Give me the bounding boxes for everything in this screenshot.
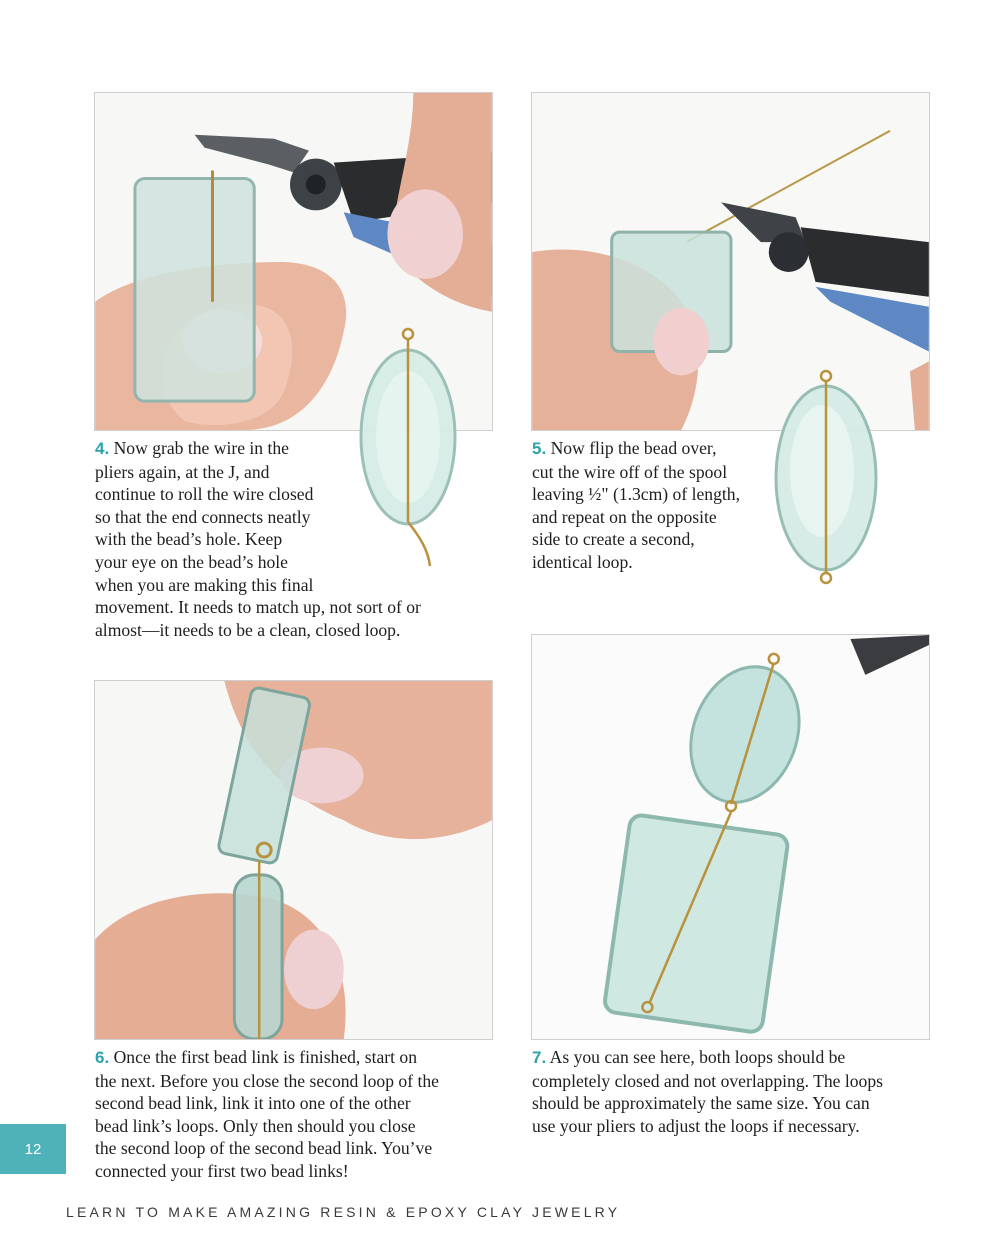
step-6-line: connected your first two bead links! [95,1160,349,1181]
step-6-text [95,1046,495,1183]
step-5-line: Now flip the bead over, [550,438,717,458]
step-7-line: use your pliers to adjust the loops if necessary. [532,1115,860,1136]
step-7-line: completely closed and not overlapping. The loops [532,1070,883,1091]
step-5-number: 5. [532,439,547,458]
photo-step-6 [94,680,493,1040]
oval-bead-inset-step-5 [770,366,885,591]
step-7-text [532,1046,942,1137]
step-4-line: movement. It needs to match up, not sort of or [95,597,421,618]
step-5-line: cut the wire off of the spool [532,461,728,482]
photo-step-7-illustration [532,635,929,1039]
photo-step-7 [531,634,930,1040]
step-6-line: second bead link, link it into one of the other [95,1093,411,1114]
page-number-tab [0,1124,66,1174]
page-number: 12 [24,1140,42,1158]
step-4-line: Now grab the wire in the [113,438,289,458]
step-6-line: the next. Before you close the second loop of the [95,1070,439,1091]
step-4-line: with the bead’s hole. Keep [95,529,283,550]
step-4-line: when you are making this final [95,574,314,595]
step-5-line: identical loop. [532,551,633,572]
step-4-line: continue to roll the wire closed [95,484,314,505]
step-5-line: leaving ½" (1.3cm) of length, [532,484,740,505]
step-6-line: bead link’s loops. Only then should you close [95,1115,416,1136]
step-4-number: 4. [95,439,110,458]
step-4-line: your eye on the bead’s hole [95,551,288,572]
step-6-line: the second loop of the second bead link. You’ve [95,1138,433,1159]
step-5-text [532,437,772,574]
step-4-text [95,437,485,641]
step-4-line: almost—it needs to be a clean, closed loop. [95,619,401,640]
step-7-line: should be approximately the same size. You can [532,1093,870,1114]
step-7-number: 7. [532,1048,547,1067]
running-footer: LEARN TO MAKE AMAZING RESIN & EPOXY CLAY JEWELRY [66,1204,621,1220]
step-5-line: side to create a second, [532,529,695,550]
photo-step-6-illustration [95,681,492,1039]
step-6-number: 6. [95,1048,110,1067]
step-4-line: so that the end connects neatly [95,506,311,527]
step-5-line: and repeat on the opposite [532,506,717,527]
step-7-line: As you can see here, both loops should be [549,1047,846,1067]
step-4-line: pliers again, at the J, and [95,461,270,482]
step-6-line: Once the first bead link is finished, start on [113,1047,418,1067]
